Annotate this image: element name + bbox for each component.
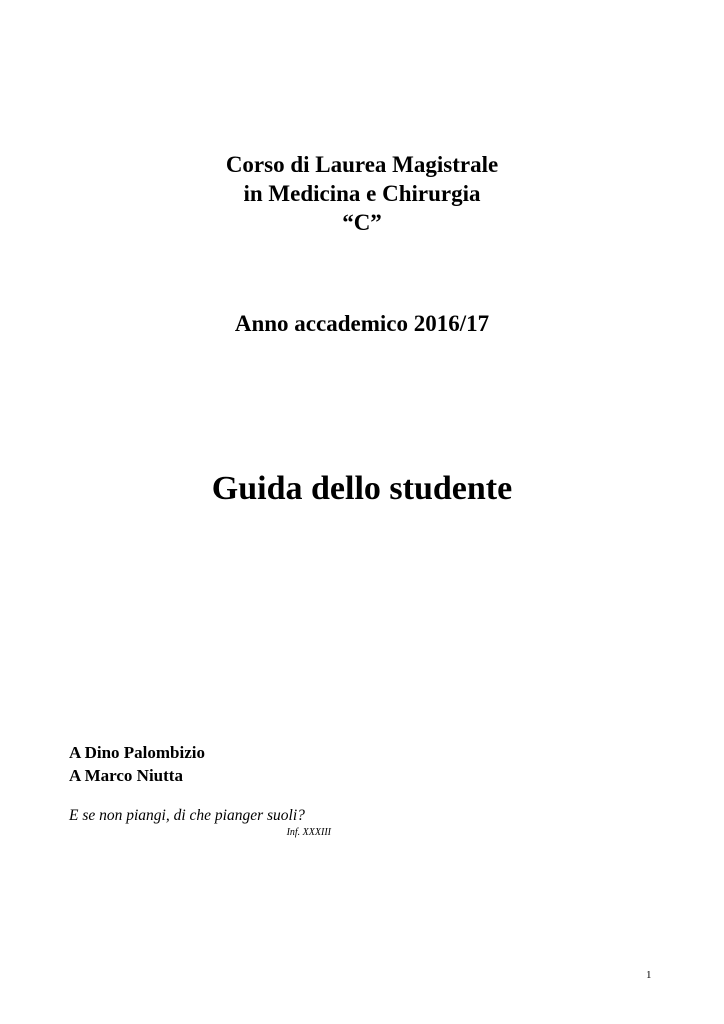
epigraph-text: E se non piangi, di che pianger suoli? bbox=[69, 807, 305, 824]
epigraph bbox=[69, 806, 331, 839]
course-title-line-1: Corso di Laurea Magistrale bbox=[225, 152, 499, 177]
course-title-line-3: “C” bbox=[342, 210, 382, 235]
course-title bbox=[0, 150, 724, 237]
dedication-line-1: A Dino Palombizio bbox=[69, 743, 206, 762]
course-title-line-2: in Medicina e Chirurgia bbox=[243, 181, 481, 206]
dedication-line-2: A Marco Niutta bbox=[69, 766, 183, 785]
epigraph-source: Inf. XXXIII bbox=[286, 827, 331, 838]
document-title: Guida dello studente bbox=[211, 470, 513, 507]
dedication bbox=[69, 741, 205, 787]
academic-year: Anno accademico 2016/17 bbox=[234, 311, 490, 336]
page-number: 1 bbox=[646, 969, 652, 981]
